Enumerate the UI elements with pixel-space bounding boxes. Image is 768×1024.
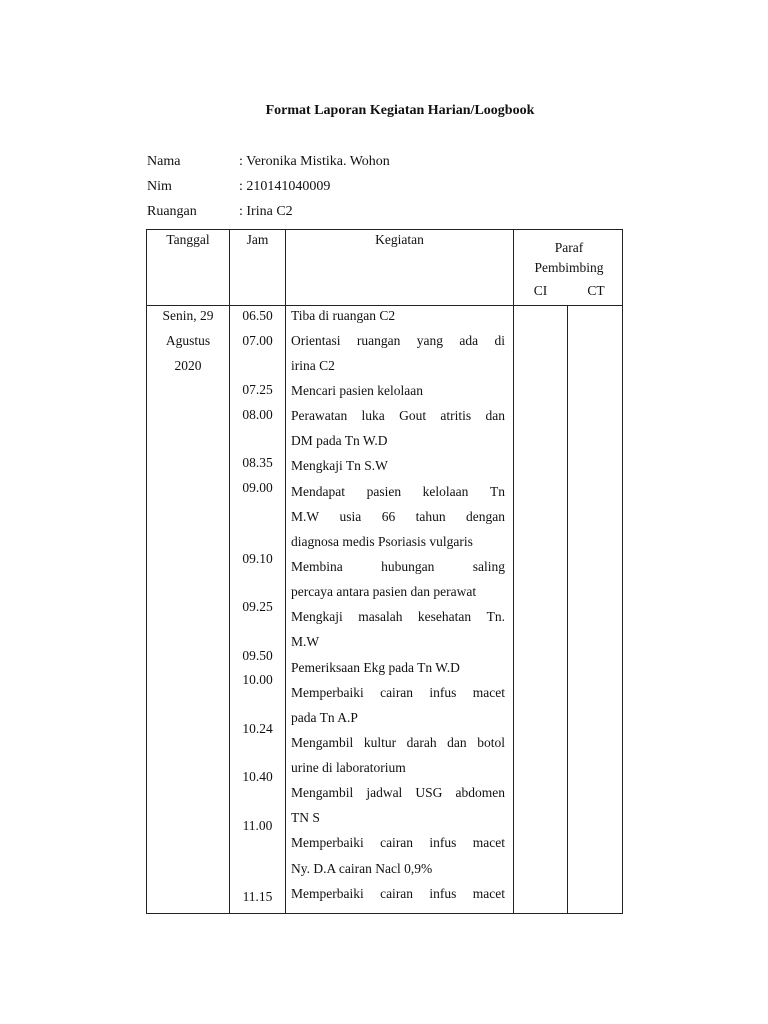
- column-divider: [567, 306, 568, 913]
- date-line: 2020: [174, 358, 202, 373]
- time-cell: 08.35: [242, 455, 273, 470]
- activity-line: Memperbaiki cairan infus macet: [291, 835, 505, 850]
- activity-line: urine di laboratorium: [291, 760, 406, 775]
- info-value: : 210141040009: [239, 179, 331, 194]
- activity-line: Membina hubungan saling: [291, 559, 505, 574]
- activity-line: Mendapat pasien kelolaan Tn: [291, 484, 505, 499]
- time-cell: 11.00: [242, 818, 273, 833]
- activity-line: Mengambil jadwal USG abdomen: [291, 785, 505, 800]
- info-label: Ruangan: [147, 204, 197, 219]
- activity-line: Mencari pasien kelolaan: [291, 383, 423, 398]
- activity-line: pada Tn A.P: [291, 710, 358, 725]
- activity-line: irina C2: [291, 358, 335, 373]
- column-divider: [285, 230, 286, 913]
- activity-line: DM pada Tn W.D: [291, 433, 388, 448]
- time-cell: 11.15: [242, 889, 273, 904]
- activity-line: Memperbaiki cairan infus macet: [291, 886, 505, 901]
- document-title: Format Laporan Kegiatan Harian/Loogbook: [265, 103, 535, 118]
- header-ct: CT: [587, 283, 605, 298]
- time-cell: 07.00: [242, 333, 273, 348]
- activity-line: M.W usia 66 tahun dengan: [291, 509, 505, 524]
- info-label: Nama: [147, 154, 181, 169]
- activity-line: Mengkaji masalah kesehatan Tn.: [291, 609, 505, 624]
- time-cell: 10.40: [242, 769, 273, 784]
- column-divider: [513, 230, 514, 913]
- activity-line: TN S: [291, 810, 320, 825]
- time-cell: 09.50: [242, 648, 273, 663]
- logbook-table: [146, 229, 623, 914]
- time-cell: 10.00: [242, 672, 273, 687]
- activity-line: Memperbaiki cairan infus macet: [291, 685, 505, 700]
- time-cell: 09.10: [242, 551, 273, 566]
- info-label: Nim: [147, 179, 172, 194]
- header-jam: Jam: [246, 232, 269, 247]
- activity-line: Orientasi ruangan yang ada di: [291, 333, 505, 348]
- activity-line: Mengkaji Tn S.W: [291, 458, 388, 473]
- header-divider: [147, 305, 622, 306]
- activity-line: Mengambil kultur darah dan botol: [291, 735, 505, 750]
- activity-line: M.W: [291, 634, 320, 649]
- info-value: : Veronika Mistika. Wohon: [239, 154, 390, 169]
- time-cell: 06.50: [242, 308, 273, 323]
- activity-line: Pemeriksaan Ekg pada Tn W.D: [291, 660, 460, 675]
- date-line: Agustus: [165, 333, 211, 348]
- activity-line: percaya antara pasien dan perawat: [291, 584, 477, 599]
- header-kegiatan: Kegiatan: [375, 232, 424, 247]
- time-cell: 09.25: [242, 599, 273, 614]
- time-cell: 08.00: [242, 407, 273, 422]
- activity-line: Ny. D.A cairan Nacl 0,9%: [291, 861, 433, 876]
- activity-line: Perawatan luka Gout atritis dan: [291, 408, 505, 423]
- header-tanggal: Tanggal: [166, 232, 210, 247]
- info-value: : Irina C2: [239, 204, 293, 219]
- header-ci: CI: [533, 283, 548, 298]
- time-cell: 09.00: [242, 480, 273, 495]
- time-cell: 07.25: [242, 382, 273, 397]
- header-paraf: Paraf: [554, 240, 584, 255]
- activity-line: Tiba di ruangan C2: [291, 308, 396, 323]
- time-cell: 10.24: [242, 721, 273, 736]
- header-pembimbing: Pembimbing: [534, 260, 604, 275]
- activity-line: diagnosa medis Psoriasis vulgaris: [291, 534, 473, 549]
- date-line: Senin, 29: [162, 308, 214, 323]
